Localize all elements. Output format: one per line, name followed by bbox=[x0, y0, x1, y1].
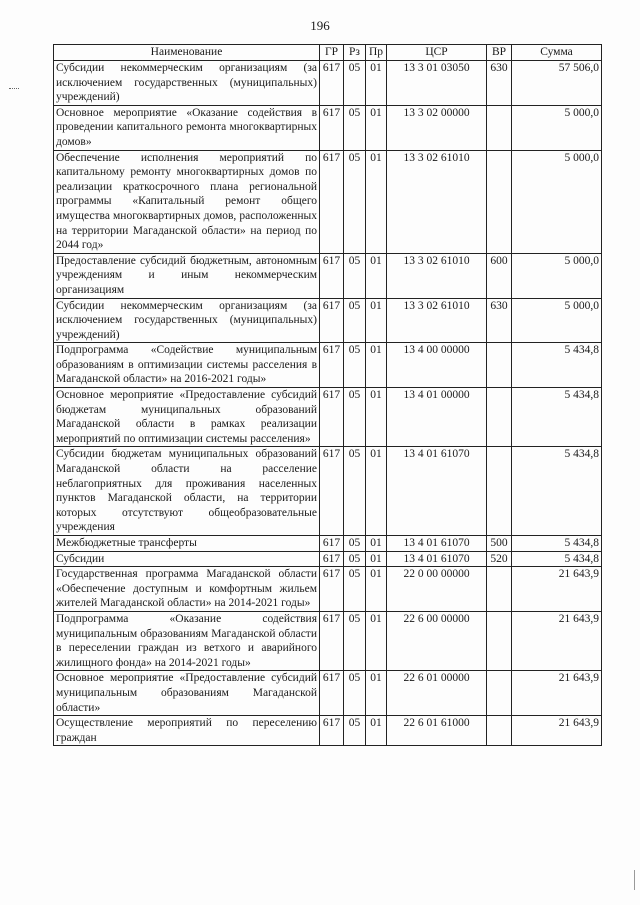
cell-sum: 5 000,0 bbox=[512, 150, 602, 253]
cell-pr: 01 bbox=[366, 716, 387, 746]
cell-vr bbox=[487, 388, 512, 447]
cell-sum: 5 000,0 bbox=[512, 105, 602, 150]
cell-sum: 5 434,8 bbox=[512, 388, 602, 447]
budget-table bbox=[53, 44, 602, 746]
cell-gr: 617 bbox=[320, 298, 344, 343]
cell-rz: 05 bbox=[344, 671, 366, 716]
cell-gr: 617 bbox=[320, 447, 344, 536]
table-row bbox=[54, 447, 602, 536]
cell-pr: 01 bbox=[366, 298, 387, 343]
cell-rz: 05 bbox=[344, 551, 366, 567]
cell-rz: 05 bbox=[344, 611, 366, 670]
cell-name: Основное мероприятие «Предоставление субсидий бюджетам муниципальных образований Магаданской области в рамках реализации мероприятий по оптимизации системы расселения» bbox=[54, 388, 320, 447]
cell-rz: 05 bbox=[344, 536, 366, 552]
header-name: Наименование bbox=[54, 45, 320, 61]
cell-csr: 22 6 00 00000 bbox=[387, 611, 487, 670]
header-csr: ЦСР bbox=[387, 45, 487, 61]
cell-rz: 05 bbox=[344, 343, 366, 388]
cell-rz: 05 bbox=[344, 298, 366, 343]
cell-name: Основное мероприятие «Предоставление субсидий муниципальным образованиям Магаданской области» bbox=[54, 671, 320, 716]
cell-name: Субсидии бюджетам муниципальных образований Магаданской области на расселение неблагоприятных для проживания населенных пунктов Магаданской области, на территории которых отсутствуют общеобразовательные учреждения bbox=[54, 447, 320, 536]
cell-name: Государственная программа Магаданской области «Обеспечение доступным и комфортным жильем жителей Магаданской области» на 2014-2021 годы» bbox=[54, 567, 320, 612]
cell-name: Субсидии некоммерческим организациям (за исключением государственных (муниципальных) учреждений) bbox=[54, 298, 320, 343]
cell-gr: 617 bbox=[320, 567, 344, 612]
cell-gr: 617 bbox=[320, 611, 344, 670]
cell-vr: 600 bbox=[487, 253, 512, 298]
cell-sum: 21 643,9 bbox=[512, 671, 602, 716]
header-gr: ГР bbox=[320, 45, 344, 61]
cell-sum: 5 000,0 bbox=[512, 253, 602, 298]
table-body bbox=[54, 61, 602, 746]
cell-gr: 617 bbox=[320, 343, 344, 388]
cell-rz: 05 bbox=[344, 567, 366, 612]
cell-name: Субсидии некоммерческим организациям (за исключением государственных (муниципальных) учреждений) bbox=[54, 61, 320, 106]
cell-pr: 01 bbox=[366, 105, 387, 150]
cell-csr: 13 3 02 61010 bbox=[387, 253, 487, 298]
cell-csr: 13 3 02 61010 bbox=[387, 150, 487, 253]
header-pr: Пр bbox=[366, 45, 387, 61]
table-row bbox=[54, 611, 602, 670]
cell-csr: 13 4 01 61070 bbox=[387, 551, 487, 567]
cell-csr: 13 3 02 61010 bbox=[387, 298, 487, 343]
cell-csr: 13 4 00 00000 bbox=[387, 343, 487, 388]
edge-mark bbox=[634, 870, 635, 890]
cell-rz: 05 bbox=[344, 61, 366, 106]
cell-gr: 617 bbox=[320, 536, 344, 552]
cell-csr: 13 3 01 03050 bbox=[387, 61, 487, 106]
table-row bbox=[54, 567, 602, 612]
cell-csr: 22 6 01 00000 bbox=[387, 671, 487, 716]
cell-vr bbox=[487, 611, 512, 670]
cell-sum: 57 506,0 bbox=[512, 61, 602, 106]
cell-vr: 500 bbox=[487, 536, 512, 552]
cell-pr: 01 bbox=[366, 611, 387, 670]
cell-gr: 617 bbox=[320, 61, 344, 106]
cell-gr: 617 bbox=[320, 150, 344, 253]
margin-mark bbox=[9, 88, 19, 92]
cell-rz: 05 bbox=[344, 253, 366, 298]
cell-csr: 22 6 01 61000 bbox=[387, 716, 487, 746]
cell-pr: 01 bbox=[366, 551, 387, 567]
table-row bbox=[54, 253, 602, 298]
cell-gr: 617 bbox=[320, 671, 344, 716]
cell-name: Подпрограмма «Содействие муниципальным образованиям в оптимизации системы расселения в Магаданской области» на 2016-2021 годы» bbox=[54, 343, 320, 388]
table-row bbox=[54, 551, 602, 567]
cell-pr: 01 bbox=[366, 447, 387, 536]
cell-sum: 5 434,8 bbox=[512, 447, 602, 536]
cell-name: Обеспечение исполнения мероприятий по капитальному ремонту многоквартирных домов по реализации краткосрочного плана региональной программы «Капитальный ремонт общего имущества многоквартирных домов, расположенных на территории Магаданской области» на период по 2044 год» bbox=[54, 150, 320, 253]
cell-pr: 01 bbox=[366, 343, 387, 388]
cell-vr: 630 bbox=[487, 61, 512, 106]
cell-gr: 617 bbox=[320, 551, 344, 567]
cell-pr: 01 bbox=[366, 536, 387, 552]
header-rz: Рз bbox=[344, 45, 366, 61]
cell-csr: 13 4 01 00000 bbox=[387, 388, 487, 447]
cell-sum: 5 000,0 bbox=[512, 298, 602, 343]
cell-rz: 05 bbox=[344, 388, 366, 447]
table-row bbox=[54, 105, 602, 150]
header-sum: Сумма bbox=[512, 45, 602, 61]
cell-pr: 01 bbox=[366, 567, 387, 612]
cell-name: Осуществление мероприятий по переселению граждан bbox=[54, 716, 320, 746]
cell-vr bbox=[487, 150, 512, 253]
cell-sum: 21 643,9 bbox=[512, 567, 602, 612]
cell-rz: 05 bbox=[344, 716, 366, 746]
table-row bbox=[54, 536, 602, 552]
header-vr: ВР bbox=[487, 45, 512, 61]
cell-name: Межбюджетные трансферты bbox=[54, 536, 320, 552]
cell-vr bbox=[487, 567, 512, 612]
cell-gr: 617 bbox=[320, 388, 344, 447]
table-row bbox=[54, 343, 602, 388]
cell-rz: 05 bbox=[344, 150, 366, 253]
cell-sum: 5 434,8 bbox=[512, 536, 602, 552]
table-row bbox=[54, 61, 602, 106]
cell-vr: 520 bbox=[487, 551, 512, 567]
cell-sum: 21 643,9 bbox=[512, 716, 602, 746]
page-number: 196 bbox=[310, 18, 330, 33]
cell-csr: 22 0 00 00000 bbox=[387, 567, 487, 612]
cell-pr: 01 bbox=[366, 388, 387, 447]
cell-pr: 01 bbox=[366, 253, 387, 298]
cell-gr: 617 bbox=[320, 716, 344, 746]
cell-pr: 01 bbox=[366, 150, 387, 253]
cell-vr bbox=[487, 716, 512, 746]
cell-sum: 5 434,8 bbox=[512, 551, 602, 567]
cell-pr: 01 bbox=[366, 671, 387, 716]
cell-csr: 13 3 02 00000 bbox=[387, 105, 487, 150]
table-row bbox=[54, 298, 602, 343]
cell-csr: 13 4 01 61070 bbox=[387, 536, 487, 552]
cell-vr bbox=[487, 447, 512, 536]
cell-rz: 05 bbox=[344, 447, 366, 536]
cell-name: Предоставление субсидий бюджетным, автономным учреждениям и иным некоммерческим организациям bbox=[54, 253, 320, 298]
cell-gr: 617 bbox=[320, 105, 344, 150]
cell-vr bbox=[487, 105, 512, 150]
cell-rz: 05 bbox=[344, 105, 366, 150]
header-row bbox=[54, 45, 602, 61]
cell-name: Основное мероприятие «Оказание содействия в проведении капитального ремонта многоквартирных домов» bbox=[54, 105, 320, 150]
cell-name: Субсидии bbox=[54, 551, 320, 567]
cell-pr: 01 bbox=[366, 61, 387, 106]
cell-name: Подпрограмма «Оказание содействия муниципальным образованиям Магаданской области в переселении граждан из ветхого и аварийного жилищного фонда» на 2014-2021 годы» bbox=[54, 611, 320, 670]
cell-vr bbox=[487, 671, 512, 716]
cell-vr: 630 bbox=[487, 298, 512, 343]
cell-vr bbox=[487, 343, 512, 388]
cell-csr: 13 4 01 61070 bbox=[387, 447, 487, 536]
table-row bbox=[54, 150, 602, 253]
cell-sum: 5 434,8 bbox=[512, 343, 602, 388]
table-row bbox=[54, 388, 602, 447]
table-row bbox=[54, 716, 602, 746]
table-row bbox=[54, 671, 602, 716]
cell-gr: 617 bbox=[320, 253, 344, 298]
cell-sum: 21 643,9 bbox=[512, 611, 602, 670]
